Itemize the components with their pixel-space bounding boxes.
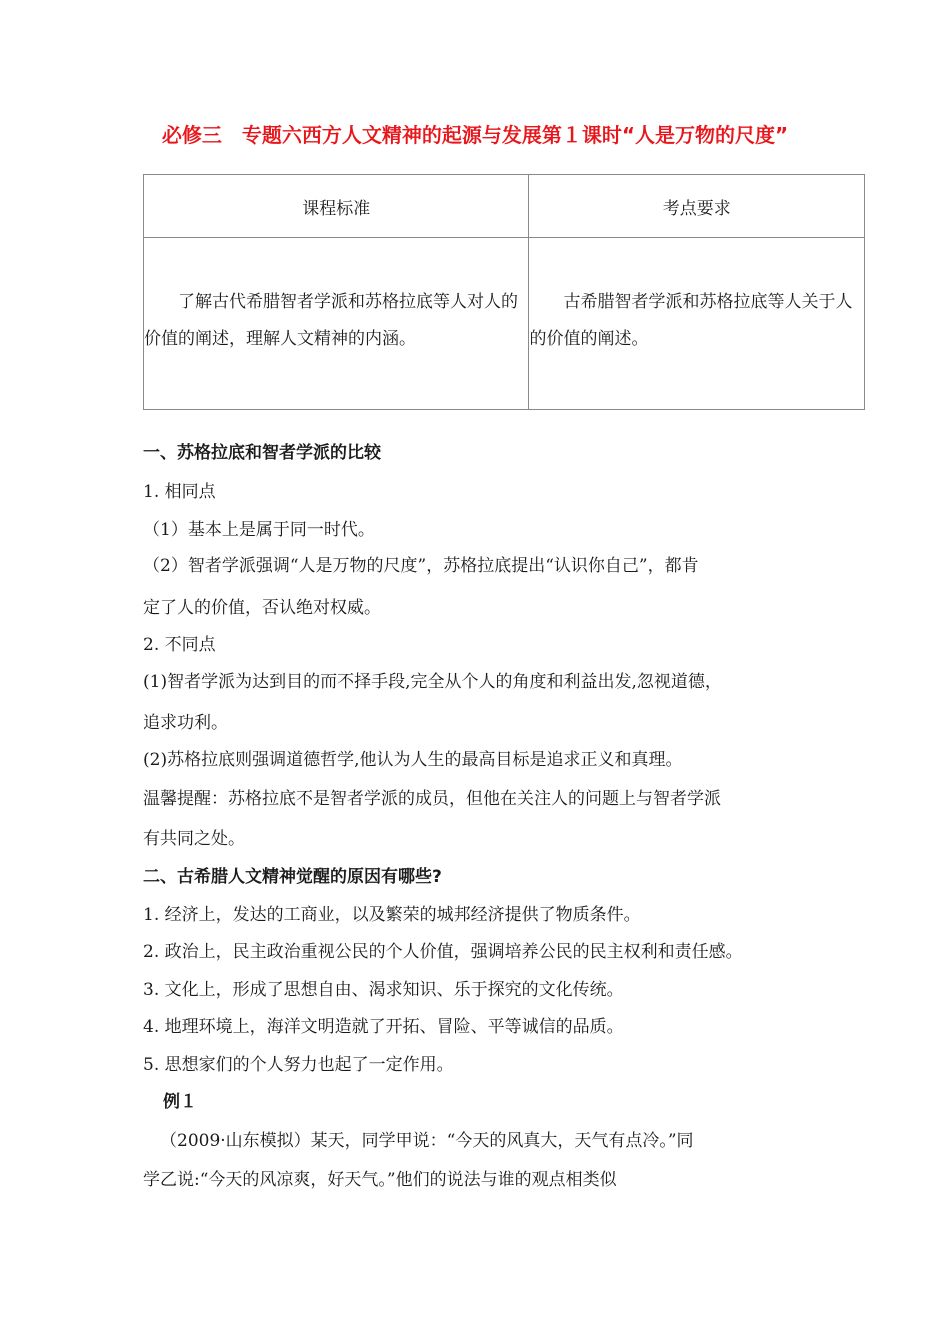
same-point-1: （1）基本上是属于同一时代。 [143, 520, 375, 540]
diff-point-1-line2: 追求功利。 [143, 713, 228, 733]
reason-item: 4. 地理环境上，海洋文明造就了开拓、冒险、平等诚信的品质。 [143, 1017, 624, 1037]
requirement-text: 古希腊智者学派和苏格拉底等人关于人的价值的阐述。 [529, 291, 853, 349]
table-header-requirement: 考点要求 [529, 175, 865, 238]
same-point-2-line1: （2）智者学派强调“人是万物的尺度”，苏格拉底提出“认识你自己”，都肯 [143, 556, 699, 576]
same-points-title: 1. 相同点 [143, 482, 216, 502]
reason-item: 5. 思想家们的个人努力也起了一定作用。 [143, 1055, 454, 1075]
example-label: 例１ [163, 1092, 197, 1112]
reason-item: 1. 经济上，发达的工商业，以及繁荣的城邦经济提供了物质条件。 [143, 905, 641, 925]
table-header-standard: 课程标准 [144, 175, 529, 238]
table-cell-requirement [529, 238, 865, 410]
tip-line1: 温馨提醒：苏格拉底不是智者学派的成员，但他在关注人的问题上与智者学派 [143, 789, 721, 809]
diff-point-1-line1: (1)智者学派为达到目的而不择手段,完全从个人的角度和利益出发,忽视道德， [143, 672, 722, 692]
table-cell-standard [144, 238, 529, 410]
curriculum-table [143, 174, 865, 410]
example-text-line2: 学乙说:“今天的风凉爽，好天气。”他们的说法与谁的观点相类似 [143, 1170, 617, 1190]
diff-points-title: 2. 不同点 [143, 635, 216, 655]
section2-heading: 二、古希腊人文精神觉醒的原因有哪些? [143, 867, 442, 887]
section1-heading: 一、苏格拉底和智者学派的比较 [143, 443, 381, 463]
example-text-line1: （2009·山东模拟）某天，同学甲说：“今天的风真大，天气有点冷。”同 [160, 1131, 694, 1151]
same-point-2-line2: 定了人的价值，否认绝对权威。 [143, 598, 381, 618]
diff-point-2: (2)苏格拉底则强调道德哲学,他认为人生的最高目标是追求正义和真理。 [143, 750, 683, 770]
reason-item: 2. 政治上，民主政治重视公民的个人价值，强调培养公民的民主权利和责任感。 [143, 942, 743, 962]
page-title: 必修三 专题六西方人文精神的起源与发展第１课时“人是万物的尺度” [161, 123, 789, 147]
standard-text: 了解古代希腊智者学派和苏格拉底等人对人的价值的阐述，理解人文精神的内涵。 [144, 291, 518, 349]
reason-item: 3. 文化上，形成了思想自由、渴求知识、乐于探究的文化传统。 [143, 980, 624, 1000]
tip-line2: 有共同之处。 [143, 829, 245, 849]
